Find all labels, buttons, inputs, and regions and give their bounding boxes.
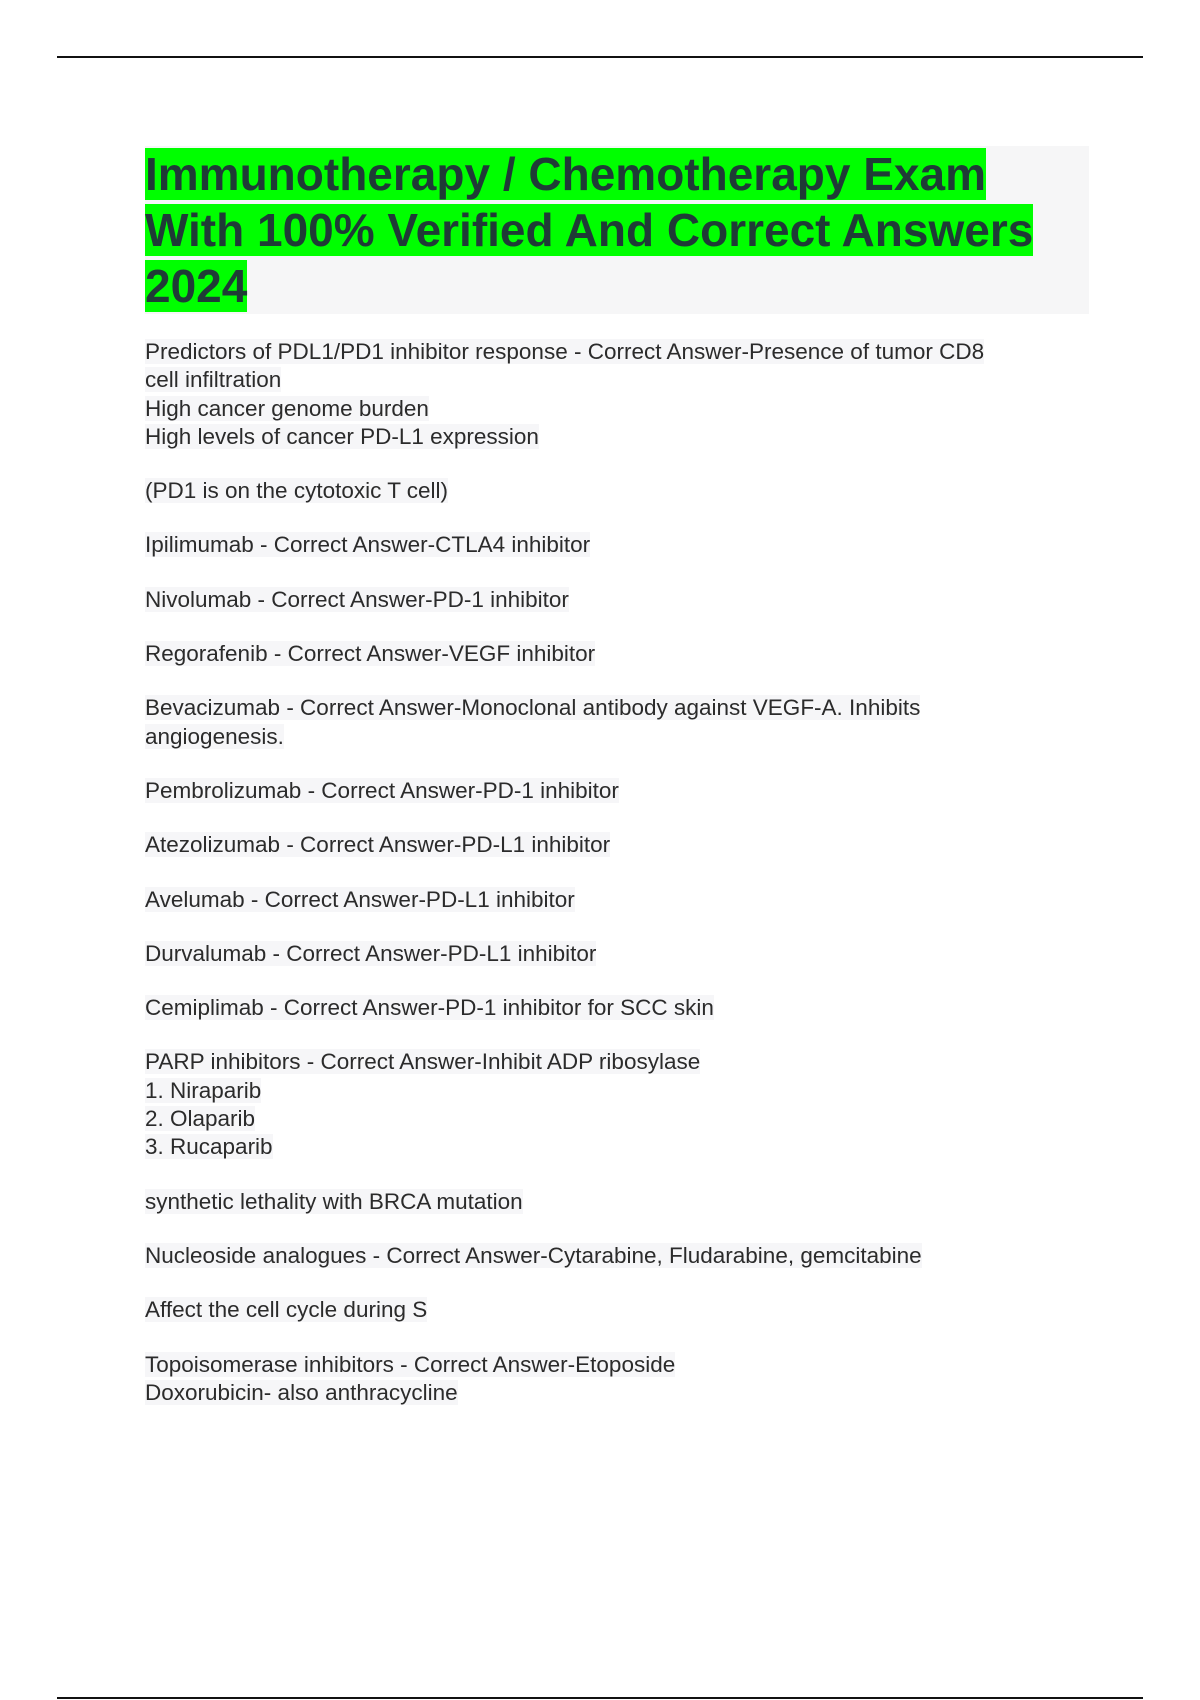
qa-line: cell infiltration xyxy=(145,367,282,393)
qa-line: Avelumab - Correct Answer-PD-L1 inhibitor xyxy=(145,886,575,912)
qa-entry xyxy=(145,940,1095,968)
qa-line: (PD1 is on the cytotoxic T cell) xyxy=(145,478,449,504)
qa-line: High cancer genome burden xyxy=(145,395,429,421)
qa-line: Nucleoside analogues - Correct Answer-Cytarabine, Fludarabine, gemcitabine xyxy=(145,1242,922,1268)
qa-line: Affect the cell cycle during S xyxy=(145,1297,428,1323)
qa-line: 3. Rucaparib xyxy=(145,1134,273,1160)
title-line: 2024 xyxy=(145,260,248,312)
qa-entry xyxy=(145,994,1095,1022)
qa-entry xyxy=(145,777,1095,805)
qa-line: 1. Niraparib xyxy=(145,1077,262,1103)
qa-line: Durvalumab - Correct Answer-PD-L1 inhibitor xyxy=(145,940,597,966)
title-block xyxy=(145,146,1089,314)
qa-entry xyxy=(145,886,1095,914)
qa-line: Regorafenib - Correct Answer-VEGF inhibitor xyxy=(145,641,596,667)
qa-line: synthetic lethality with BRCA mutation xyxy=(145,1188,523,1214)
qa-entry xyxy=(145,1296,1095,1324)
qa-entry xyxy=(145,1351,1095,1408)
header-rule xyxy=(57,56,1143,58)
qa-entry xyxy=(145,694,1095,751)
qa-line: Predictors of PDL1/PD1 inhibitor response - Correct Answer-Presence of tumor CD8 xyxy=(145,339,985,364)
qa-line: Topoisomerase inhibitors - Correct Answer-Etoposide xyxy=(145,1351,676,1377)
qa-line: angiogenesis. xyxy=(145,723,284,749)
qa-entry xyxy=(145,1242,1095,1270)
qa-entry xyxy=(145,586,1095,614)
qa-entry xyxy=(145,338,1095,451)
footer-rule xyxy=(57,1697,1143,1699)
qa-entry xyxy=(145,831,1095,859)
qa-entry xyxy=(145,531,1095,559)
qa-line: Cemiplimab - Correct Answer-PD-1 inhibitor for SCC skin xyxy=(145,995,714,1021)
qa-entry xyxy=(145,1188,1095,1216)
qa-list xyxy=(145,338,1095,1433)
qa-entry xyxy=(145,1048,1095,1161)
document-title xyxy=(145,146,1089,314)
title-line: With 100% Verified And Correct Answers xyxy=(145,204,1034,256)
qa-entry xyxy=(145,640,1095,668)
qa-line: 2. Olaparib xyxy=(145,1106,256,1132)
qa-line: Bevacizumab - Correct Answer-Monoclonal antibody against VEGF-A. Inhibits xyxy=(145,695,921,721)
qa-line: Ipilimumab - Correct Answer-CTLA4 inhibitor xyxy=(145,532,591,558)
qa-line: PARP inhibitors - Correct Answer-Inhibit ADP ribosylase xyxy=(145,1049,701,1075)
qa-line: Doxorubicin- also anthracycline xyxy=(145,1379,458,1405)
qa-line: High levels of cancer PD-L1 expression xyxy=(145,423,539,449)
qa-line: Pembrolizumab - Correct Answer-PD-1 inhibitor xyxy=(145,777,619,803)
qa-line: Atezolizumab - Correct Answer-PD-L1 inhibitor xyxy=(145,832,611,858)
qa-line: Nivolumab - Correct Answer-PD-1 inhibitor xyxy=(145,586,569,612)
title-line: Immunotherapy / Chemotherapy Exam xyxy=(145,148,986,200)
qa-entry xyxy=(145,477,1095,505)
